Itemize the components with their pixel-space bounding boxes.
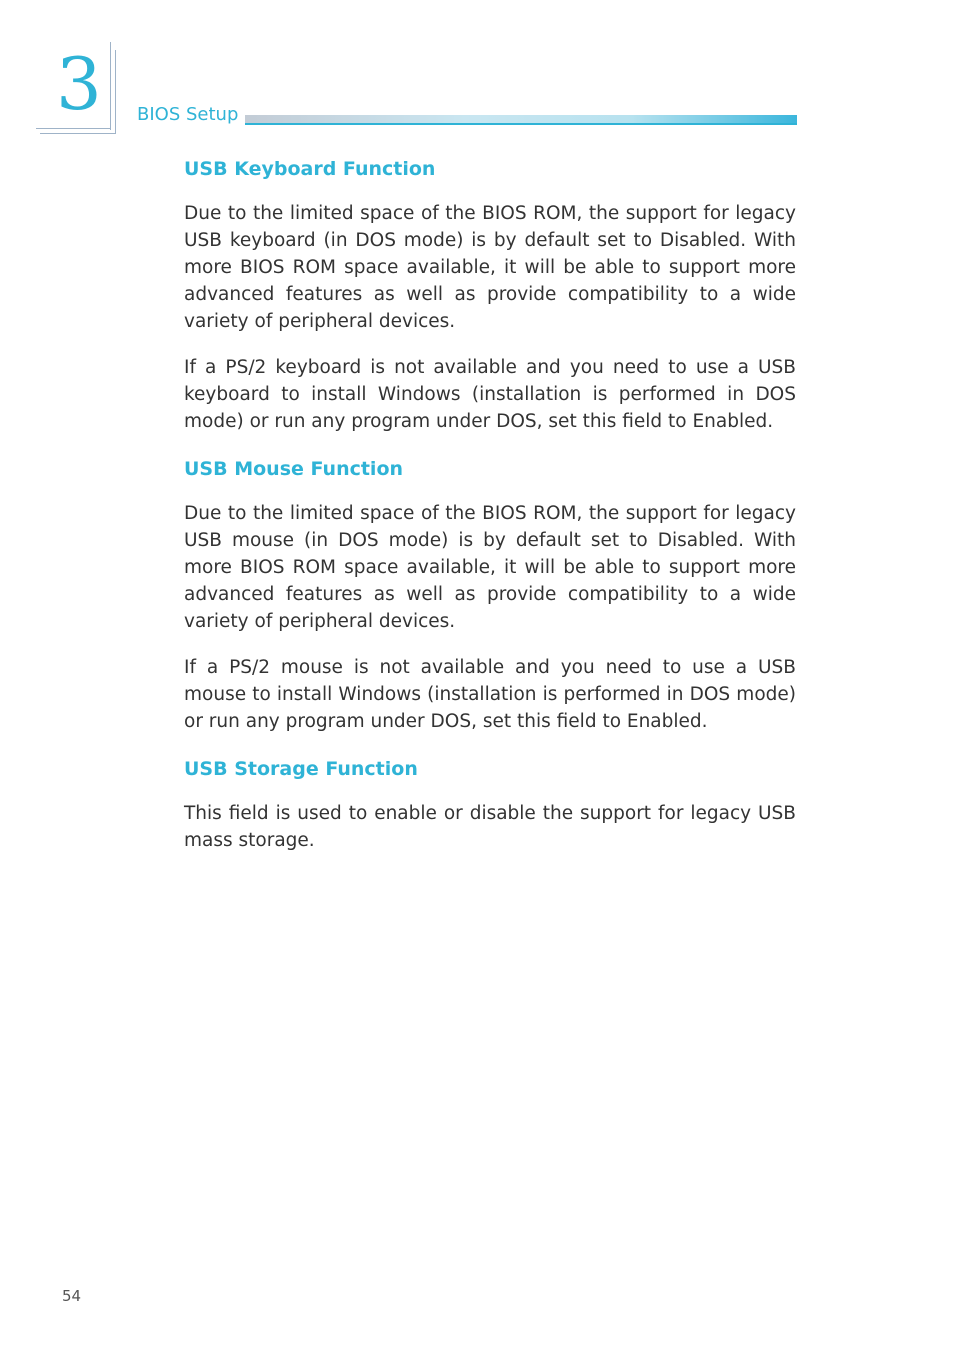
chapter-marker [40,42,116,134]
paragraph: If a PS/2 keyboard is not available and you need to use a USB keyboard to install Windows (installation is performed in DOS mode) or run any program under DOS, set this field to Enabled. [184,357,796,432]
chapter-frame-line [115,50,116,134]
section-title: BIOS Setup [137,104,239,125]
paragraph: This field is used to enable or disable the support for legacy USB mass storage. [184,803,796,851]
page-number: 54 [62,1287,82,1305]
paragraph: If a PS/2 mouse is not available and you need to use a USB mouse to install Windows (installation is performed in DOS mode) or run any program under DOS, set this field to Enabled. [184,657,796,732]
chapter-frame-line [36,128,110,129]
paragraph: Due to the limited space of the BIOS ROM, the support for legacy USB mouse (in DOS mode) is by default set to Disabled. With more BIOS ROM space available, it will be able to support more advanced features as well as provide compatibility to a wide variety of peripheral devices. [184,503,796,632]
chapter-frame-line [110,42,111,130]
chapter-frame-line [40,133,116,134]
subheading-usb-mouse: USB Mouse Function [184,458,404,480]
paragraph: Due to the limited space of the BIOS ROM, the support for legacy USB keyboard (in DOS mode) is by default set to Disabled. With more BIOS ROM space available, it will be able to support more advanced features as well as provide compatibility to a wide variety of peripheral devices. [184,203,796,332]
chapter-number: 3 [56,42,102,126]
subheading-usb-keyboard: USB Keyboard Function [184,158,436,180]
subheading-usb-storage: USB Storage Function [184,758,418,780]
header-bar [245,115,797,125]
page-content [184,154,796,854]
